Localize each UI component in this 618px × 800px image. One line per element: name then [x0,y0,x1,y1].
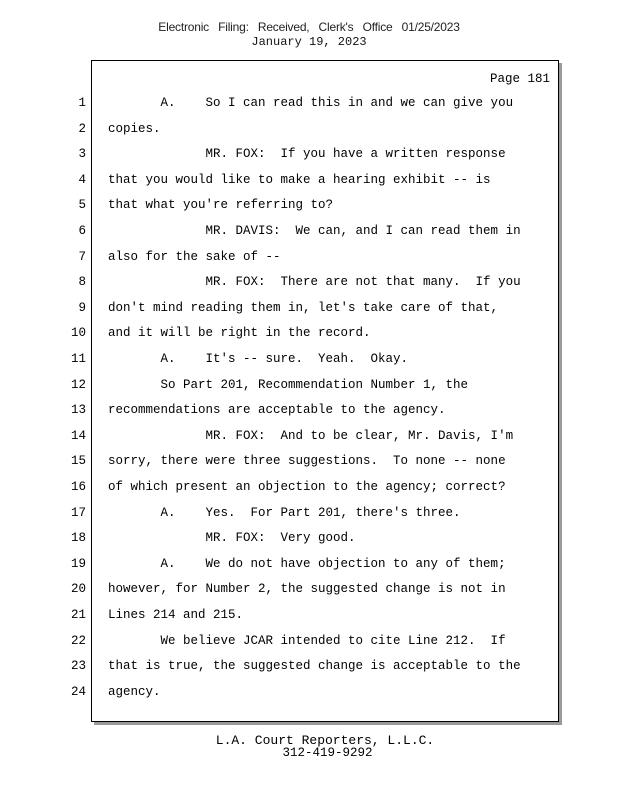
transcript-line [0,171,560,189]
line-number: 16 [70,480,86,494]
reporter-phone: 312-419-9292 [282,746,373,760]
line-text: also for the sake of -- [108,249,281,264]
line-text: recommendations are acceptable to the agency. [108,403,446,418]
line-text: So Part 201, Recommendation Number 1, the [108,377,469,392]
transcript-line [0,324,560,342]
line-number: 8 [78,275,86,290]
page-number: Page 181 [489,72,550,86]
hearing-date: January 19, 2023 [251,35,367,49]
line-number: 10 [70,326,86,341]
line-text: however, for Number 2, the suggested change is not in [108,582,506,597]
transcript-line [0,350,560,368]
transcript-line [0,632,560,650]
transcript-line [0,248,560,266]
line-text: that what you're referring to? [108,198,334,213]
line-text: MR. FOX: There are not that many. If you [108,275,521,290]
line-number: 11 [70,352,86,366]
line-text: We believe JCAR intended to cite Line 212. If [108,633,506,648]
transcript-line [0,145,560,163]
transcript-line [0,478,560,496]
transcript-line [0,196,560,214]
line-number: 21 [70,608,86,622]
transcript-line [0,299,560,317]
transcript-line [0,580,560,598]
transcript-line [0,94,560,112]
line-text: of which present an objection to the agency; correct? [108,480,506,494]
transcript-line [0,222,560,240]
line-text: agency. [108,684,161,699]
line-text: MR. FOX: And to be clear, Mr. Davis, I'm [108,428,514,443]
line-number: 1 [78,96,86,110]
transcript-line [0,683,560,701]
transcript-line [0,376,560,394]
line-number: 19 [70,556,86,571]
line-number: 4 [78,172,86,187]
line-text: A. Yes. For Part 201, there's three. [108,505,461,520]
line-number: 15 [70,454,86,469]
line-text: don't mind reading them in, let's take care of that, [108,300,499,315]
transcript-line [0,657,560,675]
line-text: that is true, the suggested change is acceptable to the [108,659,521,674]
line-number: 7 [78,249,86,264]
line-number: 2 [78,121,86,136]
line-text: and it will be right in the record. [108,326,371,341]
line-number: 20 [70,582,86,597]
line-text: A. We do not have objection to any of them; [108,556,506,571]
transcript-line [0,529,560,547]
line-text: that you would like to make a hearing exhibit -- is [108,172,491,187]
line-number: 17 [70,505,86,520]
transcript-line [0,606,560,624]
transcript-line [0,504,560,522]
line-number: 22 [70,633,86,648]
line-number: 6 [78,224,86,238]
line-number: 14 [70,428,86,443]
line-text: MR. DAVIS: We can, and I can read them in [108,224,521,238]
transcript-line [0,401,560,419]
reporter-name: L.A. Court Reporters, L.L.C. [215,733,435,748]
line-text: Lines 214 and 215. [108,608,244,622]
line-text: copies. [108,121,161,136]
line-number: 18 [70,531,86,546]
line-text: A. It's -- sure. Yeah. Okay. [108,352,409,366]
line-number: 23 [70,659,86,674]
filing-stamp: Electronic Filing: Received, Clerk's Office 01/25/2023 [158,20,460,34]
transcript-line [0,555,560,573]
transcript-line [0,452,560,470]
line-number: 13 [70,403,86,418]
line-number: 3 [78,147,86,162]
line-text: MR. FOX: If you have a written response [108,147,506,162]
line-text: MR. FOX: Very good. [108,531,356,546]
line-number: 5 [78,198,86,213]
line-number: 12 [70,377,86,392]
line-text: sorry, there were three suggestions. To none -- none [108,454,506,469]
transcript-line [0,120,560,138]
line-number: 9 [78,300,86,315]
line-number: 24 [70,684,86,699]
transcript-line [0,273,560,291]
line-text: A. So I can read this in and we can give you [108,96,514,110]
transcript-line [0,427,560,445]
